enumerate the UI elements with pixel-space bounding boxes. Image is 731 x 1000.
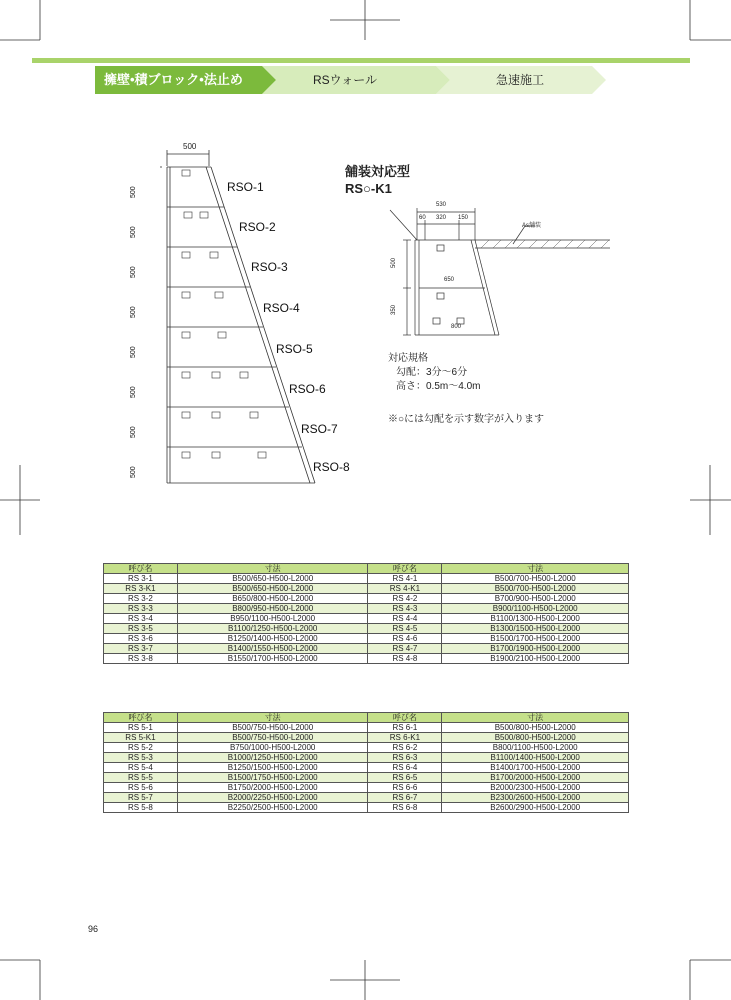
table-cell-name: RS 6-5 <box>368 773 442 783</box>
paved-section-drawing <box>385 200 610 340</box>
table-cell-size: B800/950-H500-L2000 <box>177 604 368 614</box>
table-row <box>104 594 629 604</box>
table-cell-size: B1400/1700-H500-L2000 <box>442 763 629 773</box>
table-cell-name: RS 6-4 <box>368 763 442 773</box>
table-header: 寸法 <box>442 564 629 574</box>
spec-table-2 <box>103 712 629 813</box>
table-cell-size: B750/1000-H500-L2000 <box>177 743 368 753</box>
table-cell-size: B1100/1250-H500-L2000 <box>177 624 368 634</box>
header-right: 急速施工 <box>495 73 544 87</box>
paved-dim-h1: 500 <box>391 257 398 269</box>
table-cell-name: RS 3-2 <box>104 594 178 604</box>
type-label: RSO-1 <box>227 180 264 194</box>
table-row <box>104 803 629 813</box>
header-middle: RSウォール <box>313 73 377 87</box>
header-title: 擁壁•積ブロック•法止め <box>104 72 243 87</box>
spec-table-1 <box>103 563 629 664</box>
table-cell-name: RS 5-K1 <box>104 733 178 743</box>
table-row <box>104 624 629 634</box>
type-label: RSO-2 <box>239 220 276 234</box>
paved-title-line1: 舗装対応型 <box>345 164 411 179</box>
table-row <box>104 733 629 743</box>
table-cell-name: RS 5-7 <box>104 793 178 803</box>
row-height-label: 500 <box>130 266 137 278</box>
table-cell-size: B700/900-H500-L2000 <box>442 594 629 604</box>
table-cell-size: B1300/1500-H500-L2000 <box>442 624 629 634</box>
table-cell-size: B1400/1550-H500-L2000 <box>177 644 368 654</box>
paved-title-line2: RS○-K1 <box>345 181 392 196</box>
table-row <box>104 793 629 803</box>
row-height-label: 500 <box>130 386 137 398</box>
table-cell-size: B2000/2300-H500-L2000 <box>442 783 629 793</box>
table-cell-name: RS 4-4 <box>368 614 442 624</box>
table-cell-name: RS 3-8 <box>104 654 178 664</box>
table-row <box>104 584 629 594</box>
table-header: 寸法 <box>442 713 629 723</box>
table-cell-size: B2600/2900-H500-L2000 <box>442 803 629 813</box>
type-label: RSO-3 <box>251 260 288 274</box>
table-cell-size: B500/650-H500-L2000 <box>177 584 368 594</box>
table-row <box>104 783 629 793</box>
header-banner <box>0 0 731 110</box>
row-height-label: 500 <box>130 426 137 438</box>
table-cell-name: RS 6-1 <box>368 723 442 733</box>
table-header: 呼び名 <box>104 564 178 574</box>
table-cell-size: B2250/2500-H500-L2000 <box>177 803 368 813</box>
table-cell-size: B950/1100-H500-L2000 <box>177 614 368 624</box>
spec-height: 高さ：0.5m～4.0m <box>396 381 481 392</box>
table-cell-name: RS 5-1 <box>104 723 178 733</box>
table-cell-name: RS 6-6 <box>368 783 442 793</box>
type-label: RSO-7 <box>301 422 338 436</box>
wall-section-drawing <box>160 140 350 500</box>
table-cell-name: RS 4-6 <box>368 634 442 644</box>
table-header: 呼び名 <box>104 713 178 723</box>
table-cell-size: B1750/2000-H500-L2000 <box>177 783 368 793</box>
table-header: 呼び名 <box>368 564 442 574</box>
table-cell-name: RS 5-8 <box>104 803 178 813</box>
spec-block <box>388 352 480 394</box>
table-cell-name: RS 5-5 <box>104 773 178 783</box>
row-height-label: 500 <box>130 346 137 358</box>
table-cell-size: B500/700-H500-L2000 <box>442 584 629 594</box>
paved-dim-total: 530 <box>436 202 447 208</box>
table-cell-size: B1500/1700-H500-L2000 <box>442 634 629 644</box>
table-cell-name: RS 4-7 <box>368 644 442 654</box>
table-cell-name: RS 4-2 <box>368 594 442 604</box>
table-cell-size: B500/750-H500-L2000 <box>177 733 368 743</box>
table-cell-size: B1250/1400-H500-L2000 <box>177 634 368 644</box>
table-row <box>104 614 629 624</box>
table-cell-size: B500/800-H500-L2000 <box>442 723 629 733</box>
table-row <box>104 723 629 733</box>
table-cell-size: B500/750-H500-L2000 <box>177 723 368 733</box>
table-cell-size: B900/1100-H500-L2000 <box>442 604 629 614</box>
table-row <box>104 763 629 773</box>
paved-dim-d3: 150 <box>458 215 469 221</box>
table-cell-name: RS 3-4 <box>104 614 178 624</box>
row-height-label: 500 <box>130 466 137 478</box>
table-cell-name: RS 4-8 <box>368 654 442 664</box>
table-cell-size: B1550/1700-H500-L2000 <box>177 654 368 664</box>
paved-dim-h2: 350 <box>391 304 398 316</box>
spec-note: ※○には勾配を示す数字が入ります <box>388 414 545 425</box>
table-row <box>104 753 629 763</box>
table-cell-name: RS 6-2 <box>368 743 442 753</box>
table-cell-name: RS 4-5 <box>368 624 442 634</box>
table-cell-size: B1100/1300-H500-L2000 <box>442 614 629 624</box>
paved-dim-w2: 800 <box>451 324 462 330</box>
table-cell-size: B1500/1750-H500-L2000 <box>177 773 368 783</box>
paved-dim-label: As舗装 <box>522 223 542 229</box>
table-cell-name: RS 5-6 <box>104 783 178 793</box>
row-height-label: 500 <box>130 306 137 318</box>
table-cell-size: B650/800-H500-L2000 <box>177 594 368 604</box>
page-number: 96 <box>88 924 99 934</box>
table-cell-size: B500/650-H500-L2000 <box>177 574 368 584</box>
table-row <box>104 773 629 783</box>
table-cell-name: RS 6-8 <box>368 803 442 813</box>
table-header: 寸法 <box>177 713 368 723</box>
row-height-label: 500 <box>130 186 137 198</box>
table-cell-size: B2300/2600-H500-L2000 <box>442 793 629 803</box>
table-cell-size: B2000/2250-H500-L2000 <box>177 793 368 803</box>
table-cell-size: B1100/1400-H500-L2000 <box>442 753 629 763</box>
table-row <box>104 574 629 584</box>
table-cell-name: RS 3-K1 <box>104 584 178 594</box>
paved-type-title <box>345 163 410 197</box>
table-cell-name: RS 3-1 <box>104 574 178 584</box>
table-cell-size: B1000/1250-H500-L2000 <box>177 753 368 763</box>
table-cell-name: RS 4-3 <box>368 604 442 614</box>
table-cell-name: RS 5-3 <box>104 753 178 763</box>
table-cell-name: RS 4-K1 <box>368 584 442 594</box>
table-cell-name: RS 3-3 <box>104 604 178 614</box>
paved-dim-w1: 650 <box>444 277 455 283</box>
table-cell-size: B1900/2100-H500-L2000 <box>442 654 629 664</box>
table-cell-size: B500/800-H500-L2000 <box>442 733 629 743</box>
table-row <box>104 644 629 654</box>
table-cell-name: RS 3-5 <box>104 624 178 634</box>
table-cell-size: B500/700-H500-L2000 <box>442 574 629 584</box>
type-label: RSO-4 <box>263 301 300 315</box>
paved-dim-d2: 320 <box>436 215 447 221</box>
table-row <box>104 654 629 664</box>
table-cell-name: RS 3-7 <box>104 644 178 654</box>
table-cell-name: RS 4-1 <box>368 574 442 584</box>
table-header: 呼び名 <box>368 713 442 723</box>
type-label: RSO-6 <box>289 382 326 396</box>
table-cell-name: RS 6-3 <box>368 753 442 763</box>
table-cell-name: RS 5-4 <box>104 763 178 773</box>
spec-slope: 勾配：3分～6分 <box>396 367 468 378</box>
table-cell-size: B1250/1500-H500-L2000 <box>177 763 368 773</box>
type-label: RSO-5 <box>276 342 313 356</box>
type-label: RSO-8 <box>313 460 350 474</box>
paved-dim-d1: 60 <box>419 215 426 221</box>
table-cell-name: RS 3-6 <box>104 634 178 644</box>
table-cell-name: RS 6-K1 <box>368 733 442 743</box>
table-header: 寸法 <box>177 564 368 574</box>
table-row <box>104 634 629 644</box>
top-width-label: 500 <box>183 142 197 151</box>
table-cell-size: B800/1100-H500-L2000 <box>442 743 629 753</box>
table-row <box>104 743 629 753</box>
table-cell-name: RS 6-7 <box>368 793 442 803</box>
table-cell-name: RS 5-2 <box>104 743 178 753</box>
row-height-label: 500 <box>130 226 137 238</box>
table-cell-size: B1700/1900-H500-L2000 <box>442 644 629 654</box>
table-cell-size: B1700/2000-H500-L2000 <box>442 773 629 783</box>
spec-heading: 対応規格 <box>388 353 428 364</box>
table-row <box>104 604 629 614</box>
